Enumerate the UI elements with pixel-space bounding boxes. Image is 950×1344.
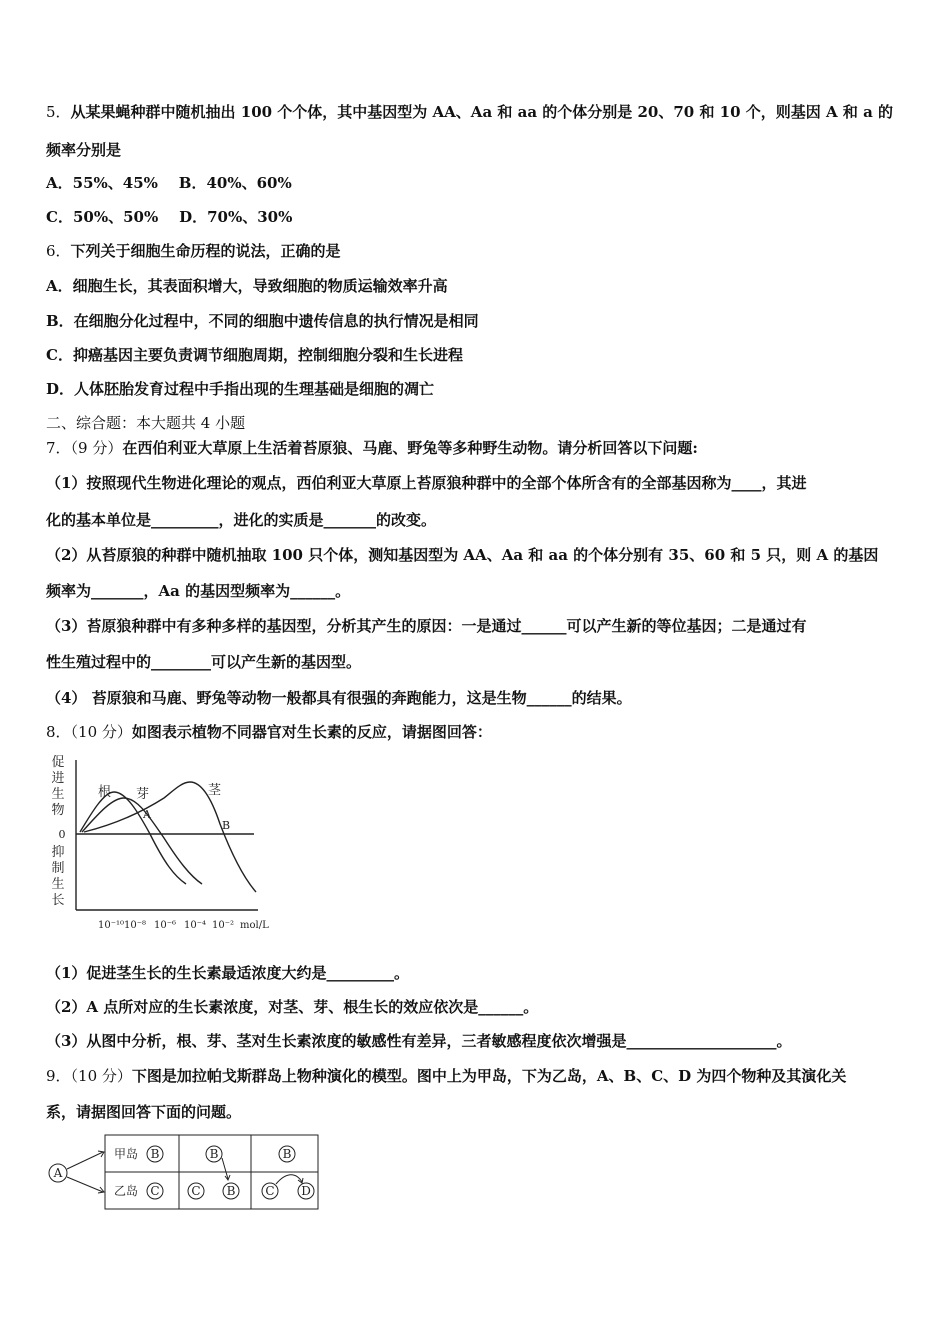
arrow-to-bottom-island	[67, 1177, 103, 1192]
y-label-char: 促	[51, 755, 65, 770]
q8-part-3: （3）从图中分析，根、芽、茎对生长素浓度的敏感性有差异，三者敏感程度依次增强是____________________。	[46, 1032, 792, 1050]
q7-part-1-line-1: （1）按照现代生物进化理论的观点，西伯利亚大草原上苔原狼种群中的全部个体所含有的全部基因称为____，其进	[46, 474, 807, 492]
q7-part-3-line-2: 性生殖过程中的________可以产生新的基因型。	[46, 653, 362, 671]
question-number: 8．	[46, 723, 71, 741]
q7-stem: 在西伯利亚大草原上生活着苔原狼、马鹿、野兔等多种野生动物。请分析回答以下问题:	[122, 439, 698, 457]
q5-stem-1: 从某果蝇种群中随机抽出 100 个个体，其中基因型为 AA、Aa 和 aa 的个体分别是 20、70 和 10 个，则基因 A 和 a 的	[70, 103, 894, 121]
y-label-char: 抑	[51, 845, 65, 860]
q7-part-4: （4） 苔原狼和马鹿、野兔等动物一般都具有很强的奔跑能力，这是生物______的结果。	[46, 689, 632, 707]
q7-part-3-line-1: （3）苔原狼种群中有多种多样的基因型，分析其产生的原因：一是通过______可以产生新的等位基因；二是通过有	[46, 617, 807, 635]
species-a-label: A	[53, 1166, 63, 1180]
q9-stem-1: 下图是加拉帕戈斯群岛上物种演化的模型。图中上为甲岛，下为乙岛，A、B、C、D 为四个物种及其演化关	[131, 1067, 847, 1085]
island-top-label: 甲岛	[114, 1147, 139, 1161]
y-axis-label-inhibit	[51, 844, 64, 908]
curve-label-bud: 芽	[136, 787, 150, 802]
y-label-char: 长	[51, 893, 65, 908]
y-axis-label-promote	[51, 755, 64, 818]
auxin-response-graph	[46, 752, 286, 942]
y-label-char: 生	[51, 787, 65, 802]
x-tick-label: 10⁻¹⁰	[98, 920, 125, 931]
root-curve	[80, 792, 186, 884]
q5-options-row-1: A．55%、45% B．40%、60%	[46, 174, 292, 192]
y-label-char: 生	[51, 877, 65, 892]
species-label: B	[150, 1147, 160, 1161]
question-number: 5．	[46, 103, 71, 121]
species-label: B	[282, 1147, 292, 1161]
question-score: （10 分）	[70, 1067, 132, 1085]
question-score: （9 分）	[70, 439, 123, 457]
q6-stem-line	[46, 241, 341, 261]
section-heading: 二、综合题：本大题共 4 小题	[46, 414, 246, 432]
q9-stem-line-1	[46, 1066, 846, 1086]
q6-option-d: D．人体胚胎发育过程中手指出现的生理基础是细胞的凋亡	[46, 380, 435, 398]
point-b-label: B	[222, 819, 231, 832]
q6-option-c: C．抑癌基因主要负责调节细胞周期，控制细胞分裂和生长进程	[46, 346, 463, 364]
q9-stem-line-2: 系，请据图回答下面的问题。	[46, 1103, 242, 1121]
species-label: C	[150, 1184, 160, 1198]
x-tick-label: 10⁻²	[212, 920, 235, 931]
q7-stem-line	[46, 438, 698, 458]
species-label: C	[265, 1184, 275, 1198]
q6-stem: 下列关于细胞生命历程的说法，正确的是	[70, 242, 341, 260]
x-tick-label: 10⁻⁶	[154, 920, 177, 931]
q8-stem: 如图表示植物不同器官对生长素的反应，请据图回答：	[131, 723, 492, 741]
species-label: D	[301, 1184, 311, 1198]
speciation-arrow	[276, 1175, 302, 1184]
q7-part-2-line-2: 频率为_______，Aa 的基因型频率为______。	[46, 582, 351, 600]
q5-line-2: 频率分别是	[46, 141, 122, 159]
q7-part-2-line-1: （2）从苔原狼的种群中随机抽取 100 只个体，测知基因型为 AA、Aa 和 aa 的个体分别有 35、60 和 5 只，则 A 的基因	[46, 546, 879, 564]
question-number: 7．	[46, 439, 71, 457]
q6-option-a: A．细胞生长，其表面积增大，导致细胞的物质运输效率升高	[46, 277, 448, 295]
q7-part-1-line-2: 化的基本单位是_________，进化的实质是_______的改变。	[46, 511, 437, 529]
migration-arrow	[222, 1158, 228, 1179]
question-score: （10 分）	[70, 723, 132, 741]
curve-label-stem: 茎	[208, 783, 222, 798]
y-label-char: 进	[51, 771, 65, 786]
point-a-label: A	[143, 808, 151, 821]
question-number: 9．	[46, 1067, 71, 1085]
arrow-to-top-island	[67, 1152, 103, 1169]
x-tick-label: 10⁻⁴	[184, 920, 207, 931]
y-label-char: 制	[51, 861, 65, 876]
q5-line-1	[46, 102, 893, 122]
species-label: B	[209, 1147, 219, 1161]
species-label: B	[226, 1184, 236, 1198]
q8-part-2: （2）A 点所对应的生长素浓度，对茎、芽、根生长的效应依次是______。	[46, 998, 539, 1016]
q5-options-row-2: C．50%、50% D．70%、30%	[46, 208, 293, 226]
y-label-char: 物	[51, 803, 65, 818]
question-number: 6．	[46, 242, 71, 260]
species-evolution-diagram	[44, 1132, 324, 1212]
x-axis-unit: mol/L	[240, 920, 269, 931]
q8-stem-line	[46, 722, 492, 742]
island-bottom-label: 乙岛	[114, 1184, 139, 1198]
curve-label-root: 根	[98, 785, 112, 800]
species-label: C	[191, 1184, 201, 1198]
zero-label: 0	[58, 828, 66, 841]
q8-part-1: （1）促进茎生长的生长素最适浓度大约是_________。	[46, 964, 409, 982]
x-tick-label: 10⁻⁸	[124, 920, 147, 931]
q6-option-b: B．在细胞分化过程中，不同的细胞中遗传信息的执行情况是相同	[46, 312, 479, 330]
